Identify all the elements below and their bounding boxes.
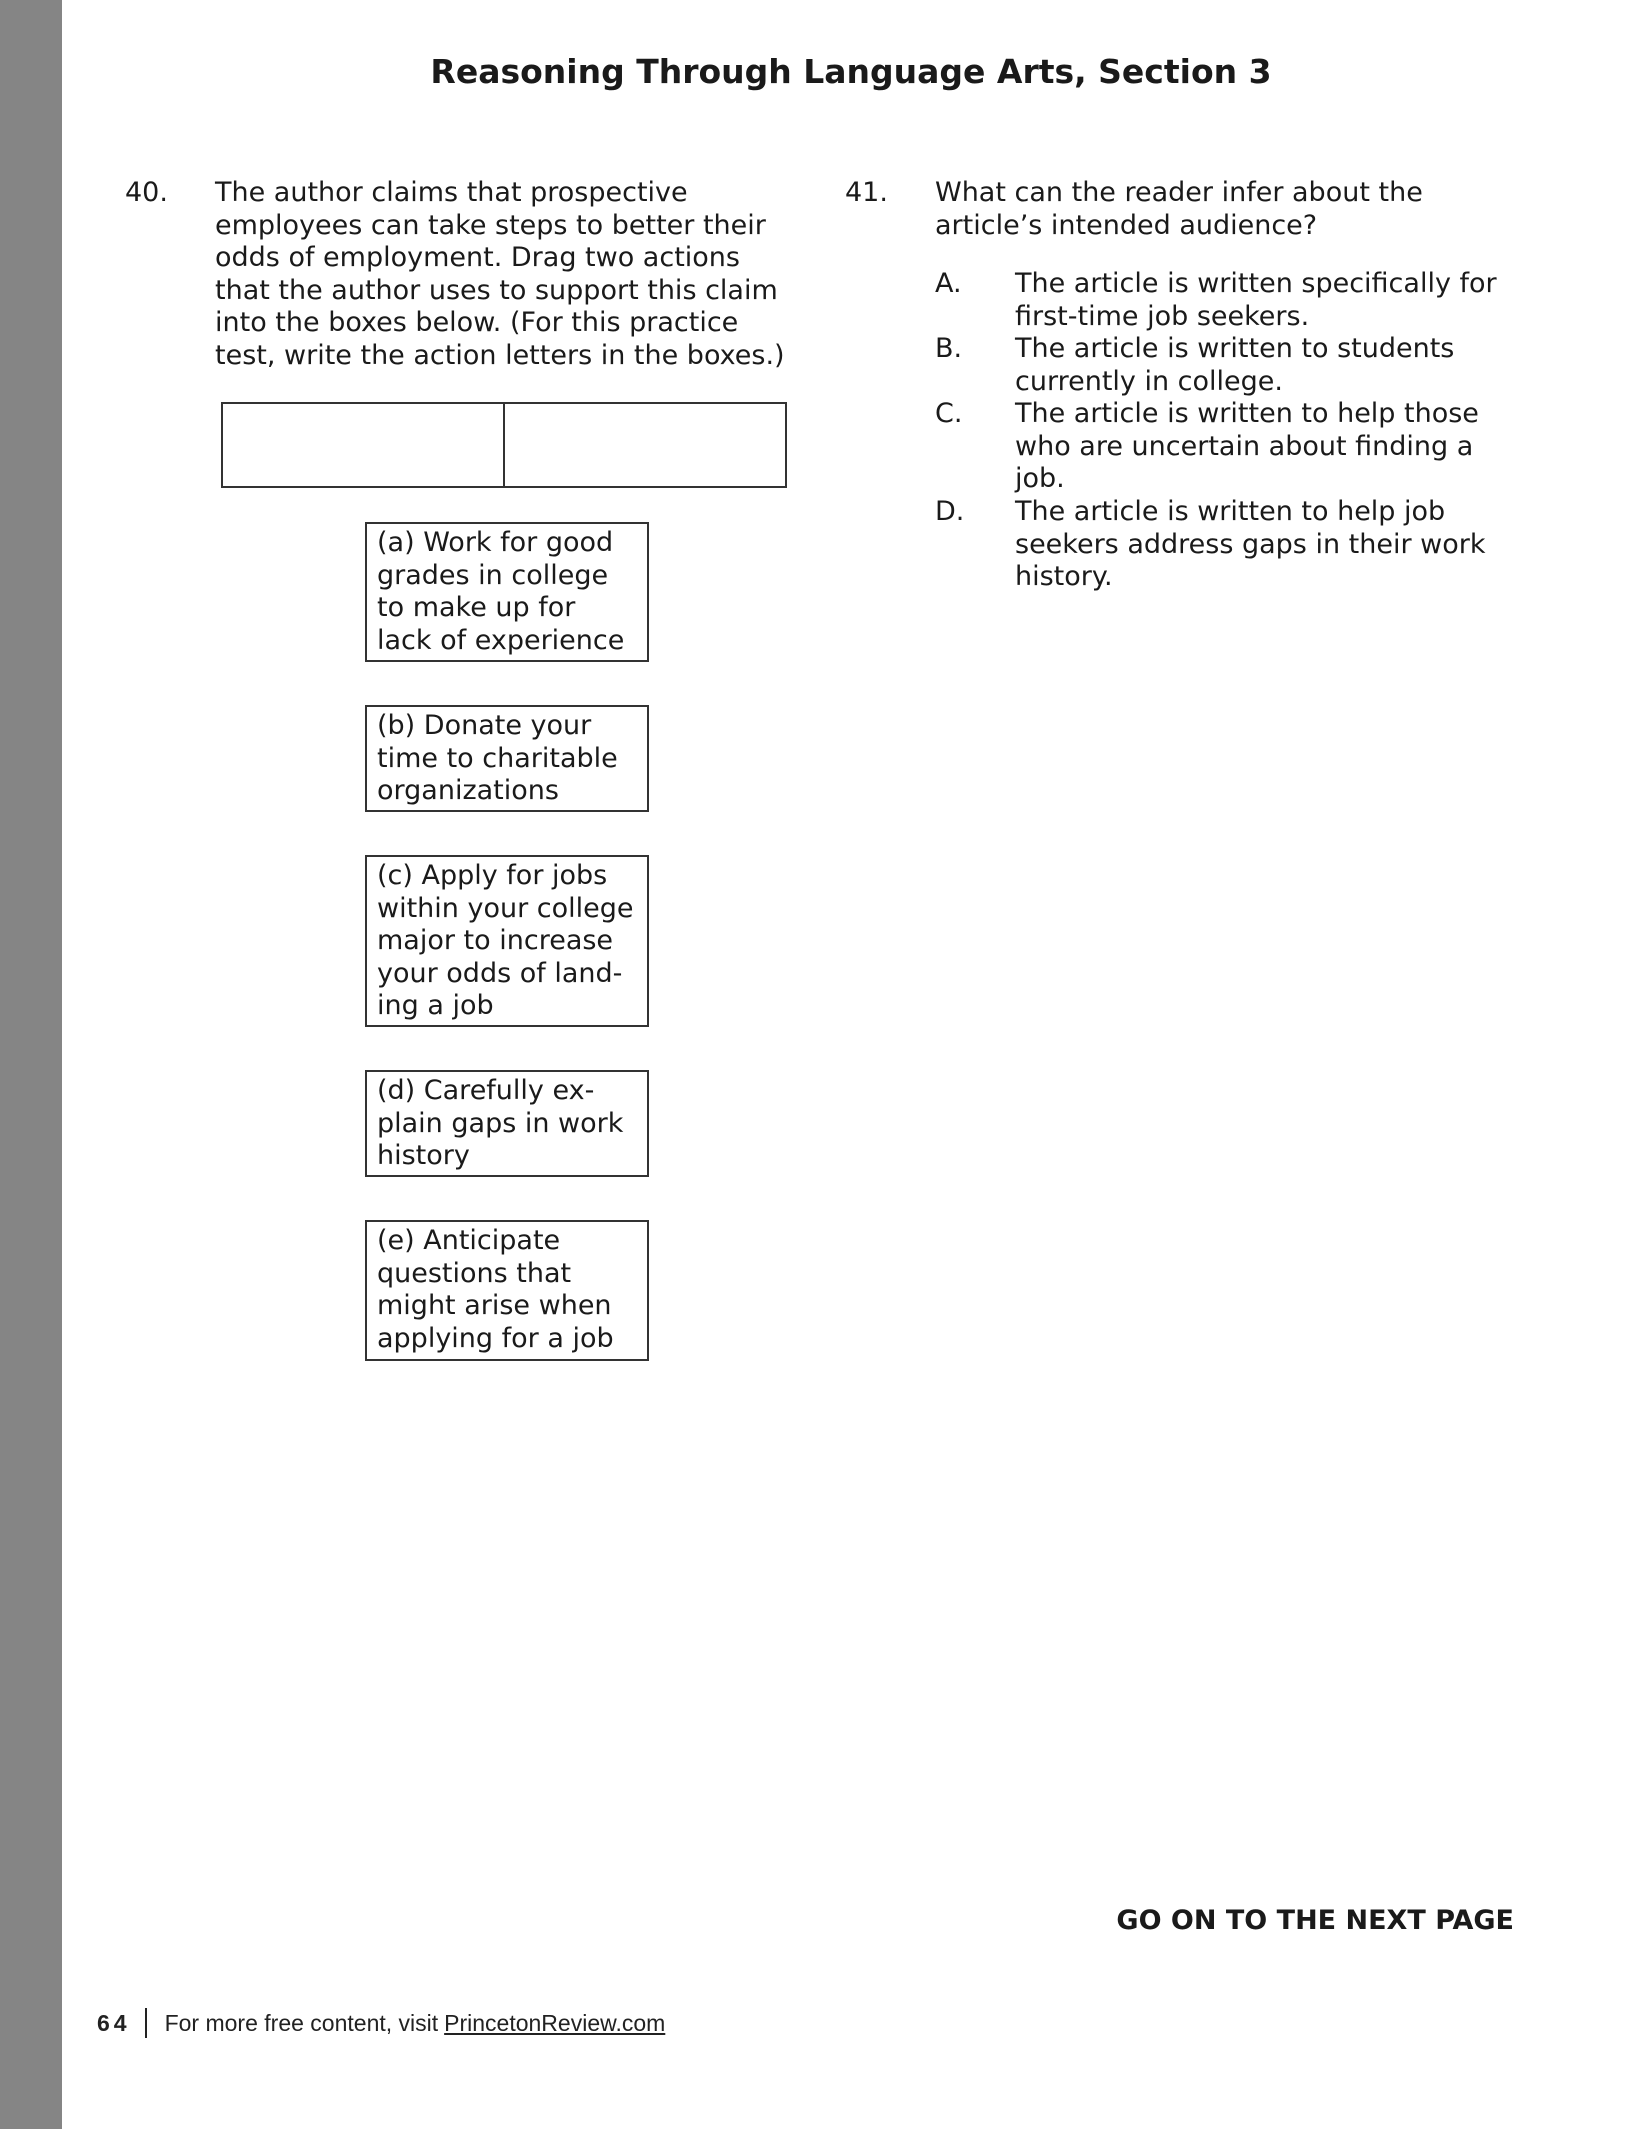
option-d[interactable] [935,496,1525,594]
prompt-line: odds of employment. Drag two actions [215,242,740,273]
go-on-next-page: GO ON TO THE NEXT PAGE [1116,1905,1514,1936]
action-choice-b[interactable]: (b) Donate your time to charitable organizations [365,705,649,812]
footer-divider [145,2008,147,2038]
option-letter: B. [935,333,963,364]
page-edge-bar [0,0,62,2129]
action-choice-d[interactable]: (d) Carefully ex-plain gaps in work history [365,1070,649,1177]
option-letter: C. [935,398,963,429]
option-b[interactable] [935,333,1525,398]
prompt-line: into the boxes below. (For this practice [215,307,739,338]
answer-box-2[interactable] [505,404,785,486]
answer-drop-zone [221,402,787,488]
prompt-line: employees can take steps to better their [215,209,766,241]
action-choice-c[interactable]: (c) Apply for jobs within your college major to increase your odds of land-ing a job [365,855,649,1027]
princeton-review-link[interactable]: PrincetonReview.com [444,2009,666,2036]
prompt-line: The author claims that prospective [215,177,688,208]
question-41-prompt [935,177,1423,242]
prompt-line: that the author uses to support this claim [215,274,778,306]
option-a[interactable] [935,268,1525,333]
prompt-line: What can the reader infer about the [935,177,1423,208]
option-text: The article is written to help those who are uncertain about finding a job. [1015,398,1479,494]
page-title: Reasoning Through Language Arts, Section 3 [430,52,1272,91]
option-text: The article is written to students currently in college. [1015,333,1455,397]
option-letter: D. [935,496,965,527]
answer-box-1[interactable] [223,404,505,486]
option-c[interactable] [935,398,1525,496]
option-text: The article is written to help job seekers address gaps in their work history. [1015,496,1486,592]
page-number: 64 [97,2009,131,2036]
action-choice-a[interactable]: (a) Work for good grades in college to make up for lack of experience [365,522,649,662]
option-text: The article is written specifically for first-time job seekers. [1015,268,1497,332]
option-letter: A. [935,268,962,299]
question-41-number: 41. [845,177,888,208]
footer-text: For more free content, visit [164,2009,439,2036]
question-40-prompt [215,177,785,372]
page-footer [97,2008,665,2038]
prompt-line: article’s intended audience? [935,209,1318,241]
question-40-number: 40. [125,177,168,208]
action-choice-e[interactable]: (e) Anticipate questions that might arise when applying for a job [365,1220,649,1361]
prompt-line: test, write the action letters in the boxes.) [215,339,785,371]
